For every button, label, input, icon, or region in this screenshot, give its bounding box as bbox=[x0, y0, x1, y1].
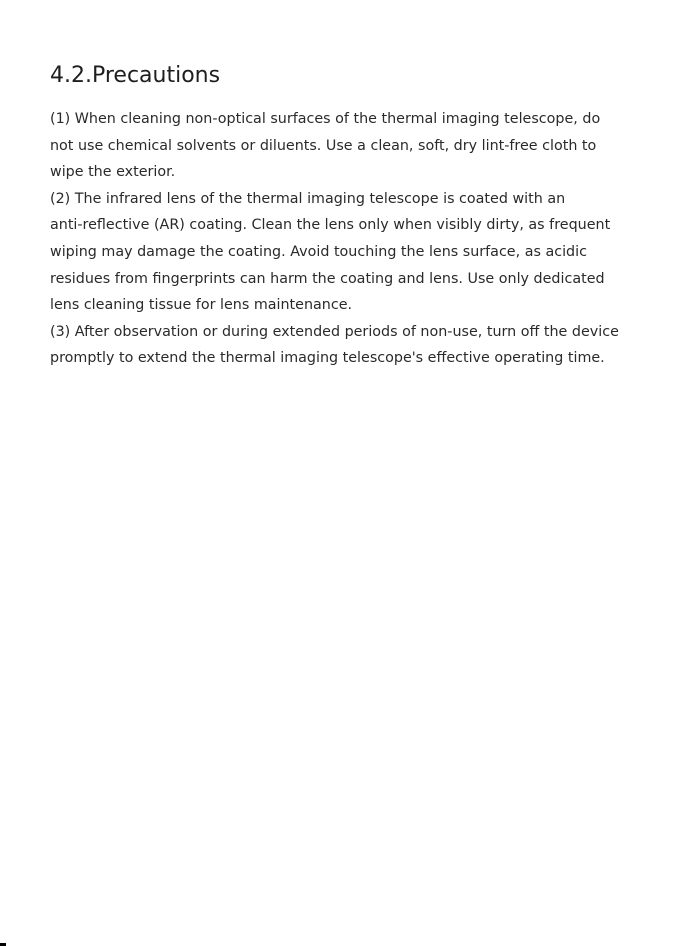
section-title: 4.2.Precautions bbox=[50, 63, 221, 88]
text-line: (1) When cleaning non-optical surfaces of the thermal imaging telescope, do bbox=[50, 111, 601, 127]
text-line: not use chemical solvents or diluents. Use a clean, soft, dry lint-free cloth to bbox=[50, 137, 597, 154]
text-line: wiping may damage the coating. Avoid touching the lens surface, as acidic bbox=[50, 243, 587, 260]
text-line: residues from fingerprints can harm the coating and lens. Use only dedicated bbox=[50, 270, 605, 287]
text-line: (2) The infrared lens of the thermal imaging telescope is coated with an bbox=[50, 190, 566, 207]
precautions-text bbox=[50, 106, 650, 372]
text-line: promptly to extend the thermal imaging telescope's effective operating time. bbox=[50, 350, 605, 367]
text-line: (3) After observation or during extended periods of non-use, turn off the device bbox=[50, 323, 619, 340]
text-line: wipe the exterior. bbox=[50, 164, 176, 181]
text-line: lens cleaning tissue for lens maintenance. bbox=[50, 297, 353, 314]
text-line: anti-reflective (AR) coating. Clean the lens only when visibly dirty, as frequent bbox=[50, 217, 611, 234]
